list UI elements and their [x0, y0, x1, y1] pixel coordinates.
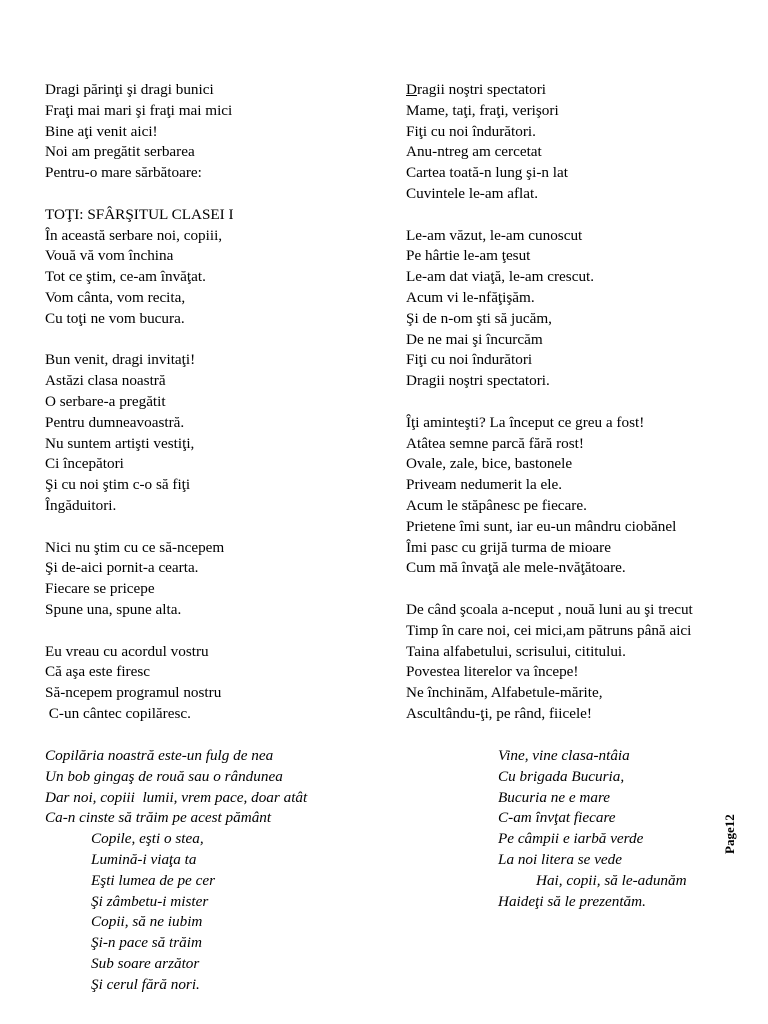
text-line: Anu-ntreg am cercetat: [406, 143, 542, 161]
right-stanza-4: [406, 600, 693, 725]
song-line: C-am învţat fiecare: [498, 809, 616, 827]
text-line: Îmi pasc cu grijă turma de mioare: [406, 538, 611, 556]
text-line: Ne închinăm, Alfabetule-mărite,: [406, 684, 603, 702]
text-line: Că aşa este firesc: [45, 663, 150, 681]
text-line: O serbare-a pregătit: [45, 392, 166, 410]
left-stanza-3: [45, 350, 234, 516]
right-stanza-2: [406, 226, 693, 392]
song-line: Copile, eşti o stea,: [91, 830, 204, 848]
text-line: Pe hârtie le-am ţesut: [406, 247, 531, 265]
text-line: Vouă vă vom închina: [45, 247, 174, 265]
song-line: Şi cerul fără nori.: [91, 975, 200, 993]
right-column: [406, 80, 693, 725]
right-stanza-1: [406, 80, 693, 205]
text-line: Şi de-aici pornit-a cearta.: [45, 559, 199, 577]
song-line: Şi-n pace să trăim: [91, 934, 202, 952]
song-line: Dar noi, copiii lumii, vrem pace, doar atât: [45, 788, 308, 806]
text-line: Pentru dumneavoastră.: [45, 413, 185, 431]
text-rest: ragii noştri spectatori: [416, 81, 547, 98]
text-line: Să-ncepem programul nostru: [45, 684, 222, 702]
song-line: La noi litera se vede: [498, 850, 623, 868]
text-line: Bun venit, dragi invitaţi!: [45, 351, 196, 369]
text-line: Îţi aminteşti? La început ce greu a fost!: [406, 413, 645, 431]
right-stanza-3: [406, 413, 693, 579]
text-line: TOŢI: SFÂRŞITUL CLASEI I: [45, 205, 234, 223]
text-line: Ovale, zale, bice, bastonele: [406, 455, 573, 473]
text-line: Îngăduitori.: [45, 496, 117, 514]
left-stanza-4: [45, 538, 234, 621]
text-line: Atâtea semne parcă fără rost!: [406, 434, 584, 452]
text-line: Nu suntem artişti vestiţi,: [45, 434, 195, 452]
text-line: Ci începători: [45, 455, 124, 473]
song-line: Şi zâmbetu-i mister: [91, 892, 209, 910]
left-stanza-5: [45, 642, 234, 725]
text-line: Eu vreau cu acordul vostru: [45, 642, 209, 660]
song-line: Hai, copii, să le-adunăm: [536, 871, 687, 889]
text-line: C-un cântec copilăresc.: [45, 704, 191, 722]
text-line: Acum le stăpânesc pe fiecare.: [406, 496, 587, 514]
text-line: Fiţi cu noi îndurători.: [406, 122, 536, 140]
text-line: Ascultându-ţi, pe rând, fiicele!: [406, 704, 592, 722]
text-line: Dragii noştri spectatori.: [406, 372, 550, 390]
text-line: În această serbare noi, copiii,: [45, 226, 223, 244]
song-line: Copilăria noastră este-un fulg de nea: [45, 747, 274, 764]
song-line: Copii, să ne iubim: [91, 913, 203, 931]
text-line: Mame, taţi, fraţi, verişori: [406, 101, 559, 119]
page-number: Page12: [722, 814, 737, 854]
text-line: Cum mă învaţă ale mele-nvăţătoare.: [406, 559, 626, 577]
left-stanza-1: [45, 80, 234, 184]
text-line: Şi cu noi ştim c-o să fiţi: [45, 476, 191, 494]
text-line: Taina alfabetului, scrisului, cititului.: [406, 642, 626, 660]
text-line: Astăzi clasa noastră: [45, 372, 166, 390]
text-line: Fiecare se pricepe: [45, 580, 155, 598]
text-line: Timp în care noi, cei mici,am pătruns până aici: [406, 621, 692, 639]
song-line: Lumină-i viaţa ta: [91, 850, 197, 868]
text-line: Şi de n-om şti să jucăm,: [406, 309, 552, 327]
song-line: Pe câmpii e iarbă verde: [498, 830, 644, 848]
song-line: Haideţi să le prezentăm.: [498, 892, 646, 910]
left-stanza-2: [45, 205, 234, 330]
text-line: [406, 80, 693, 101]
song-line: Eşti lumea de pe cer: [91, 871, 215, 889]
text-line: Cu toţi ne vom bucura.: [45, 309, 185, 327]
text-line: Fiţi cu noi îndurători: [406, 351, 533, 369]
text-line: Pentru-o mare sărbătoare:: [45, 164, 202, 182]
song-line: Cu brigada Bucuria,: [498, 767, 625, 785]
text-line: Acum vi le-nfăţişăm.: [406, 288, 535, 306]
text-line: Le-am dat viaţă, le-am crescut.: [406, 268, 595, 286]
left-column: [45, 80, 234, 725]
text-line: Cuvintele le-am aflat.: [406, 184, 538, 202]
song-right: [498, 746, 687, 912]
text-line: Nici nu ştim cu ce să-ncepem: [45, 538, 225, 556]
text-line: Dragi părinţi şi dragi bunici: [45, 81, 214, 98]
text-line: Bine aţi venit aici!: [45, 122, 158, 140]
song-line: Sub soare arzător: [91, 954, 200, 972]
song-left: [45, 746, 307, 996]
song-line: Ca-n cinste să trăim pe acest pământ: [45, 809, 272, 827]
text-line: Povestea literelor va începe!: [406, 663, 579, 681]
text-line: Le-am văzut, le-am cunoscut: [406, 226, 583, 244]
text-line: Vom cânta, vom recita,: [45, 288, 186, 306]
text-line: De ne mai şi încurcăm: [406, 330, 543, 348]
song-line: Bucuria ne e mare: [498, 788, 611, 806]
text-line: Spune una, spune alta.: [45, 600, 182, 618]
text-line: Prietene îmi sunt, iar eu-un mândru ciobănel: [406, 517, 677, 535]
text-line: De când şcoala a-nceput , nouă luni au şi trecut: [406, 600, 693, 618]
text-line: Cartea toată-n lung şi-n lat: [406, 164, 568, 182]
text-line: Noi am pregătit serbarea: [45, 143, 195, 161]
song-refrain: [45, 829, 307, 995]
song-line: Vine, vine clasa-ntâia: [498, 747, 630, 764]
song-line: Un bob gingaş de rouă sau o rândunea: [45, 767, 283, 785]
text-line: Tot ce ştim, ce-am învăţat.: [45, 268, 206, 286]
underlined-initial: D: [406, 81, 417, 98]
text-line: Priveam nedumerit la ele.: [406, 476, 563, 494]
text-line: Fraţi mai mari şi fraţi mai mici: [45, 101, 233, 119]
